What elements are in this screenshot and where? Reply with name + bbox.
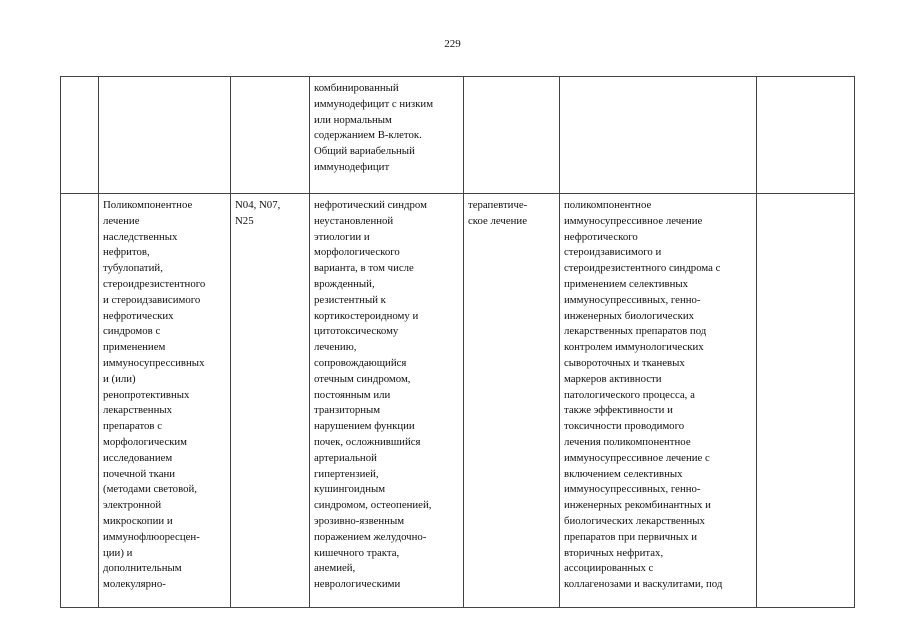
cell-text-line: морфологического — [314, 246, 400, 259]
cell-text-line: наследственных — [103, 230, 178, 243]
cell-text-line: коллагенозами и васкулитами, под — [564, 578, 723, 591]
procedure-name-cell — [99, 77, 231, 194]
cell-text-line: контролем иммунологических — [564, 341, 704, 354]
cell-text-line: инженерных рекомбинантных и — [564, 499, 711, 512]
cell-text-line: иммуносупрессивных, генно- — [564, 483, 701, 496]
cell-text-line: лечения поликомпонентное — [564, 435, 691, 448]
extra-cell — [757, 77, 855, 194]
cell-text-line: стероидзависимого и — [564, 246, 662, 259]
cell-text-line: неустановленной — [314, 214, 394, 227]
cell-text-line: маркеров активности — [564, 372, 662, 385]
cell-text-line: иммуносупрессивных, генно- — [564, 293, 701, 306]
cell-text-line: стероидрезистентного синдрома с — [564, 262, 721, 275]
cell-text-line: почечной ткани — [103, 467, 176, 480]
cell-text-line: синдромом, остеопенией, — [314, 499, 432, 512]
treatment-type-cell — [464, 194, 560, 608]
cell-text-line: иммунодефицит с низким — [314, 97, 434, 110]
cell-text-line: тубулопатий, — [103, 262, 163, 275]
cell-text-line: варианта, в том числе — [314, 262, 414, 275]
cell-text-line: нефротических — [103, 309, 174, 322]
cell-text-line: иммуносупрессивное лечение — [564, 214, 703, 227]
cell-text-line: препаратов при первичных и — [564, 530, 698, 543]
table-row — [61, 77, 855, 194]
cell-text-line: молекулярно- — [103, 578, 166, 591]
cell-text-line: иммунодефицит — [314, 160, 390, 173]
cell-text-line: Общий вариабельный — [314, 145, 415, 158]
cell-text-line: и стероидзависимого — [103, 293, 201, 306]
cell-text-line: сывороточных и тканевых — [564, 356, 685, 369]
cell-text-line: исследованием — [103, 451, 173, 464]
icd-code-cell — [231, 194, 310, 608]
cell-text-line: лечение — [103, 214, 140, 227]
cell-text-line: также эффективности и — [564, 404, 673, 417]
cell-text-line: содержанием В-клеток. — [314, 129, 422, 142]
number-cell — [61, 194, 99, 608]
cell-text-line: ассоциированных с — [564, 562, 654, 575]
cell-text-line: поражением желудочно- — [314, 530, 427, 543]
cell-text-line: иммуносупрессивное лечение с — [564, 451, 710, 464]
cell-text-line: комбинированный — [314, 82, 399, 94]
treatment-type-cell — [464, 77, 560, 194]
cell-text-line: нарушением функции — [314, 420, 415, 433]
cell-text-line: (методами световой, — [103, 483, 197, 496]
treatment-method-cell — [560, 194, 757, 608]
cell-text-line: артериальной — [314, 451, 377, 464]
cell-text-line: Поликомпонентное — [103, 199, 193, 211]
cell-text-line: или нормальным — [314, 113, 392, 126]
cell-text-line: иммуносупрессивных — [103, 356, 205, 369]
cell-text-line: неврологическими — [314, 578, 401, 591]
cell-text-line: постоянным или — [314, 388, 391, 401]
cell-text-line: микроскопии и — [103, 514, 173, 527]
diagnosis-cell — [310, 194, 464, 608]
cell-text-line: патологического процесса, а — [564, 388, 695, 401]
cell-text-line: лекарственных — [103, 404, 172, 417]
cell-text-line: ское лечение — [468, 214, 527, 227]
cell-text-line: почек, осложнившийся — [314, 435, 421, 448]
cell-text-line: анемией, — [314, 562, 356, 575]
cell-text-line: биологических лекарственных — [564, 514, 705, 527]
cell-text-line: N04, N07, — [235, 199, 281, 211]
cell-text-line: и (или) — [103, 372, 136, 385]
cell-text-line: кушингоидным — [314, 483, 386, 496]
cell-text-line: сопровождающийся — [314, 356, 407, 369]
cell-text-line: лечению, — [314, 341, 357, 354]
cell-text-line: гипертензией, — [314, 467, 379, 480]
icd-code-cell — [231, 77, 310, 194]
number-cell — [61, 77, 99, 194]
medical-procedures-table — [60, 76, 855, 608]
cell-text-line: лекарственных препаратов под — [564, 325, 707, 338]
cell-text-line: морфологическим — [103, 435, 188, 448]
cell-text-line: дополнительным — [103, 562, 182, 575]
table-row — [61, 194, 855, 608]
cell-text-line: вторичных нефритах, — [564, 546, 664, 559]
cell-text-line: терапевтиче- — [468, 199, 528, 211]
cell-text-line: синдромов с — [103, 325, 161, 338]
cell-text-line: ции) и — [103, 546, 133, 559]
cell-text-line: иммунофлюоресцен- — [103, 530, 200, 543]
cell-text-line: инженерных биологических — [564, 309, 694, 322]
cell-text-line: нефротического — [564, 230, 638, 243]
diagnosis-cell — [310, 77, 464, 194]
page-number: 229 — [444, 38, 461, 50]
cell-text-line: этиологии и — [314, 230, 370, 243]
extra-cell — [757, 194, 855, 608]
cell-text-line: N25 — [235, 214, 254, 227]
cell-text-line: врожденный, — [314, 277, 375, 290]
cell-text-line: резистентный к — [314, 293, 386, 306]
cell-text-line: токсичности проводимого — [564, 420, 685, 433]
cell-text-line: препаратов с — [103, 420, 163, 433]
cell-text-line: применением — [103, 341, 166, 354]
cell-text-line: кортикостероидному и — [314, 309, 419, 322]
cell-text-line: применением селективных — [564, 277, 689, 290]
cell-text-line: нефритов, — [103, 246, 150, 259]
cell-text-line: эрозивно-язвенным — [314, 514, 405, 527]
cell-text-line: электронной — [103, 499, 162, 512]
cell-text-line: ренопротективных — [103, 388, 190, 401]
procedure-name-cell — [99, 194, 231, 608]
cell-text-line: нефротический синдром — [314, 199, 427, 211]
cell-text-line: стероидрезистентного — [103, 277, 206, 290]
cell-text-line: включением селективных — [564, 467, 683, 480]
cell-text-line: цитотоксическому — [314, 325, 399, 338]
cell-text-line: кишечного тракта, — [314, 546, 400, 559]
cell-text-line: поликомпонентное — [564, 199, 652, 211]
treatment-method-cell — [560, 77, 757, 194]
cell-text-line: отечным синдромом, — [314, 372, 411, 385]
cell-text-line: транзиторным — [314, 404, 381, 417]
